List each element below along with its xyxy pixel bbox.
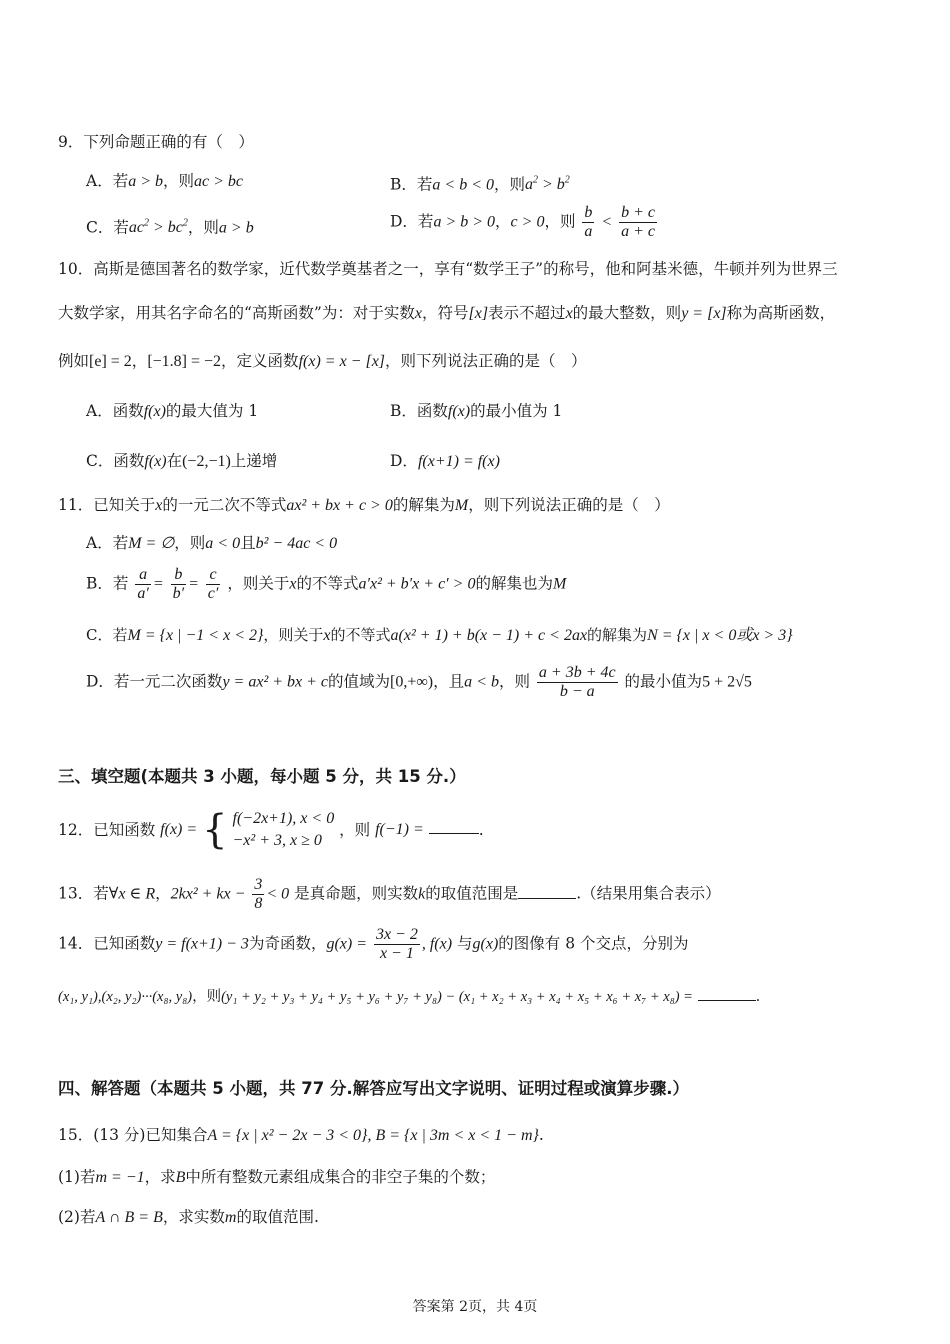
q14-line2: (x₁, y₁),(x₂, y₂)···(x₈, y₈)，则(y₁ + y₂ + y₃ + y₄ + y₅ + y₆ + y₇ + y₈) − (x₁ + x₂ + x₃ + x₄ + x₅ + x₆ + x₇ + x₈) = . [58, 986, 760, 1008]
fraction-bc-over-ac: $\frac{b + c}{a + c}$ [621, 204, 655, 240]
q10-line1: 10．高斯是德国著名的数学家，近代数学奠基者之一，享有“数学王子”的称号，他和阿基米德，牛顿并列为世界三 [58, 260, 838, 278]
q11-option-d: D．若一元二次函数y = ax² + bx + c的值域为[0,+∞)，且a < b，则 $\frac{a + 3b + 4c}{b - a}$ 的最小值为5 + 2√5 [86, 664, 752, 700]
q9-option-a: A．若a > b，则ac > bc [86, 172, 244, 190]
q10-line2: 大数学家，用其名字命名的“高斯函数”为：对于实数x，符号[x]表示不超过x的最大整数，则y = [x]称为高斯函数， [58, 304, 836, 322]
q11-option-a: A．若M = ∅，则a < 0且b² − 4ac < 0 [86, 534, 338, 552]
q14-line1: 14．已知函数y = f(x+1) − 3为奇函数，g(x) = $\frac{3x - 2}{x - 1}$ , f(x) 与g(x)的图像有 8 个交点，分别为 [58, 926, 689, 962]
q9-option-d: D．若a > b > 0，c > 0，则 $\frac{b}{a}$ < $\frac{b + c}{a + c}$ [390, 204, 655, 240]
section-4-title: 四、解答题（本题共 5 小题，共 77 分.解答应写出文字说明、证明过程或演算步骤.） [58, 1079, 689, 1098]
q10-option-a: A．函数f(x)的最大值为 1 [86, 402, 259, 420]
q9-option-c: C．若$ac^2 > bc^2$，则a > b [86, 218, 254, 237]
q15-part1: (1)若m = −1，求B中所有整数元素组成集合的非空子集的个数； [58, 1168, 496, 1186]
q15-stem: 15．(13 分)已知集合A = {x | x² − 2x − 3 < 0}, B = {x | 3m < x < 1 − m}. [58, 1126, 544, 1144]
answer-blank[interactable] [429, 819, 479, 834]
q10-line3: 例如[e] = 2，[−1.8] = −2，定义函数f(x) = x − [x]，则下列说法正确的是（ ） [58, 352, 587, 370]
q11-stem: 11．已知关于x的一元二次不等式ax² + bx + c > 0的解集为M，则下列说法正确的是（ ） [58, 496, 670, 514]
q10-option-c: C．函数f(x)在(−2,−1)上递增 [86, 452, 278, 470]
q15-part2: (2)若A ∩ B = B，求实数m的取值范围. [58, 1208, 319, 1226]
q10-option-d: D．f(x+1) = f(x) [390, 452, 500, 470]
fraction-b-over-a: $\frac{b}{a}$ [584, 204, 593, 240]
q12: 12．已知函数 f(x) = { f(−2x+1), x < 0 −x² + 3, x ≥ 0 ，则 f(−1) = . [58, 807, 484, 853]
page-footer: 答案第 2页，共 4页 [412, 1299, 538, 1315]
q9-stem: 9．下列命题正确的有（ ） [58, 133, 254, 151]
q9-option-b: B．若a < b < 0，则$a^2 > b^2$ [390, 175, 570, 194]
answer-blank[interactable] [698, 986, 756, 1001]
answer-blank[interactable] [518, 884, 576, 899]
q13: 13．若∀x ∈ R，2kx² + kx − $\frac{3}{8}$ < 0 是真命题，则实数k的取值范围是 .（结果用集合表示） [58, 876, 721, 912]
section-3-title: 三、填空题(本题共 3 小题，每小题 5 分，共 15 分.） [58, 767, 466, 786]
q11-option-c: C．若M = {x | −1 < x < 2}，则关于x的不等式a(x² + 1) + b(x − 1) + c < 2ax的解集为N = {x | x < 0或x > 3} [86, 626, 793, 644]
brace-icon: { [202, 807, 228, 853]
q11-option-b: B．若 $\frac{a}{a'}$ = $\frac{b}{b'}$ = $\frac{c}{c'}$ ，则关于x的不等式a′x² + b′x + c′ > 0的解集也为M [86, 566, 567, 602]
q10-option-b: B．函数f(x)的最小值为 1 [390, 402, 563, 420]
